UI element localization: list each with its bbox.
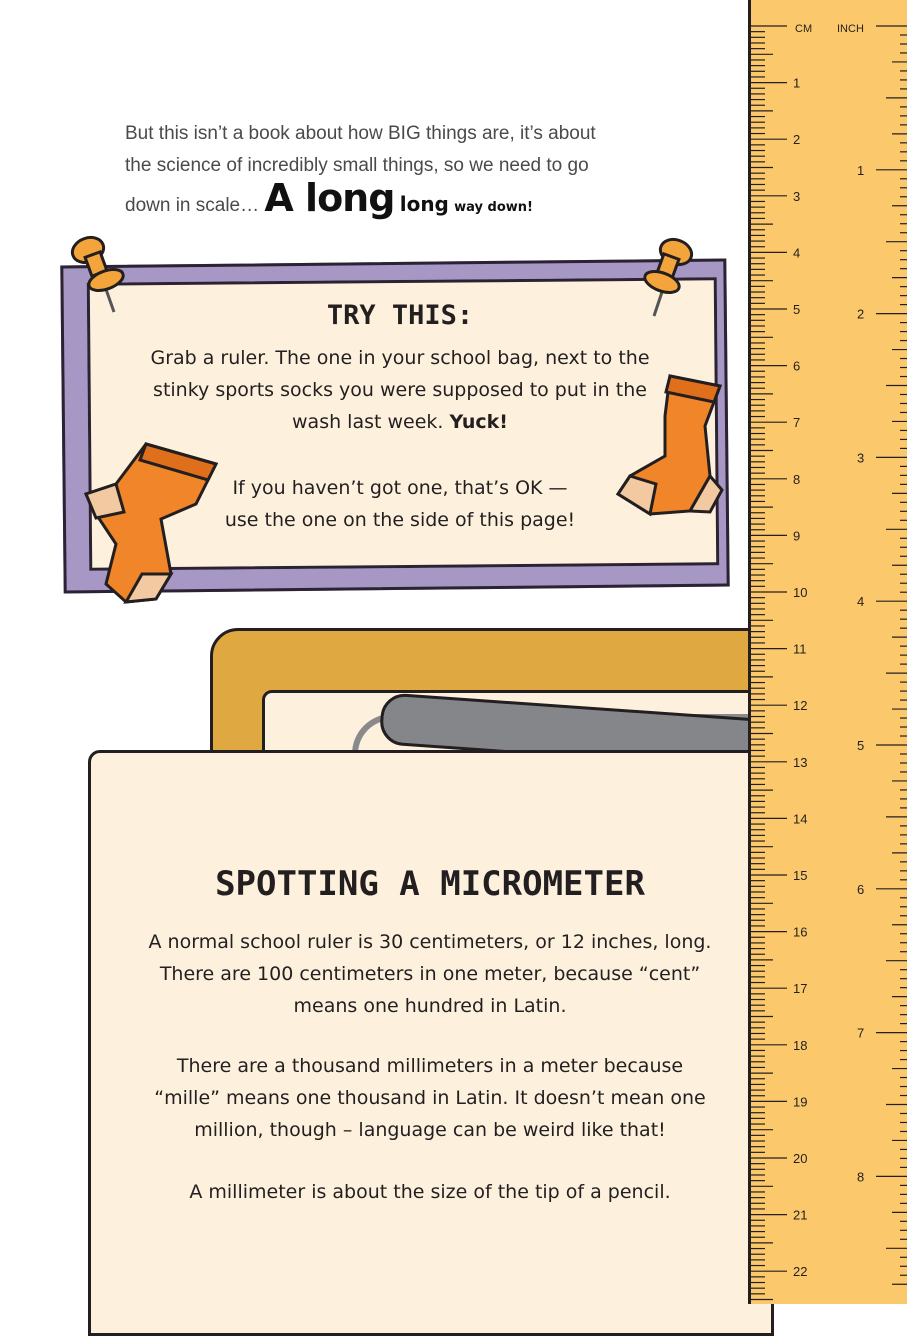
yuck-text: Yuck!	[449, 411, 508, 433]
try-this-line-2: stinky sports socks you were supposed to put in the	[153, 379, 647, 401]
ruler-inch-number: 3	[857, 450, 865, 466]
intro-line-1: But this isn’t a book about how BIG things are, it’s about	[125, 123, 596, 144]
ruler-inch-number: 2	[857, 306, 865, 322]
info-paper	[88, 750, 774, 1336]
ruler-inch-number: 4	[857, 594, 865, 610]
ruler-cm-number: 13	[793, 754, 808, 770]
ruler-cm-number: 5	[793, 302, 801, 317]
thumbtack-right-icon	[632, 230, 702, 320]
ruler-cm-number: 21	[793, 1207, 808, 1223]
try-this-line-4: If you haven’t got one, that’s OK —	[232, 477, 568, 499]
ruler-cm-number: 15	[793, 868, 808, 883]
try-this-title: TRY THIS:	[326, 300, 474, 331]
ruler-cm-number: 16	[793, 924, 808, 940]
try-this-line-5: use the one on the side of this page!	[224, 509, 576, 531]
intro-line-2: the science of incredibly small things, so we need to go	[125, 155, 589, 176]
ruler-cm-label: CM	[795, 23, 813, 35]
ruler-cm-number: 1	[793, 75, 801, 91]
ruler	[748, 0, 907, 1304]
try-this-line-1: Grab a ruler. The one in your school bag, next to the	[150, 347, 650, 369]
ruler-cm-number: 6	[793, 358, 801, 374]
ruler-cm-number: 11	[793, 641, 807, 657]
ruler-cm-number: 14	[793, 811, 808, 827]
ruler-cm-number: 8	[793, 471, 801, 487]
intro-big-text-1: A long	[264, 176, 395, 220]
spotting-p1-line-3: means one hundred in Latin.	[293, 995, 567, 1017]
ruler-cm-number: 3	[793, 188, 801, 204]
ruler-cm-number: 4	[793, 245, 801, 261]
ruler-cm-number: 10	[793, 585, 808, 600]
spotting-paragraph-1	[140, 926, 720, 1022]
sock-right-icon	[610, 366, 730, 520]
ruler-cm-number: 17	[793, 981, 808, 997]
ruler-inch-label: INCH	[837, 23, 864, 35]
ruler-inch-number: 6	[857, 881, 865, 897]
ruler-cm-number: 20	[793, 1151, 808, 1166]
ruler-scale	[751, 0, 907, 1304]
spotting-p2-line-3: million, though – language can be weird like that!	[194, 1119, 666, 1141]
ruler-cm-number: 7	[793, 415, 801, 431]
spotting-title: SPOTTING A MICROMETER	[215, 864, 645, 904]
ruler-inch-number: 8	[857, 1169, 865, 1185]
ruler-cm-number: 9	[793, 528, 801, 544]
thumbtack-left-icon	[66, 228, 136, 318]
ruler-cm-number: 19	[793, 1094, 808, 1110]
spotting-p1-line-2: There are 100 centimeters in one meter, because “cent”	[159, 963, 701, 985]
spotting-p2-line-1: There are a thousand millimeters in a meter because	[176, 1055, 684, 1077]
spotting-p1-line-1: A normal school ruler is 30 centimeters, or 12 inches, long.	[148, 931, 712, 953]
ruler-cm-number: 18	[793, 1037, 808, 1053]
ruler-inch-number: 5	[857, 738, 865, 753]
sock-left-icon	[76, 424, 226, 608]
spotting-p2-line-2: “mille” means one thousand in Latin. It doesn’t mean one	[154, 1087, 706, 1109]
ruler-cm-number: 12	[793, 698, 808, 714]
intro-big-text-3: way down!	[454, 200, 533, 215]
spotting-paragraph-2	[140, 1050, 720, 1146]
try-this-line-3: wash last week.	[292, 411, 444, 433]
ruler-inch-number: 7	[857, 1025, 865, 1041]
intro-big-text-2: long	[399, 192, 449, 216]
ruler-cm-number: 2	[793, 132, 801, 148]
intro-paragraph	[125, 118, 725, 224]
spotting-paragraph-3: A millimeter is about the size of the tip of a pencil.	[189, 1181, 671, 1203]
intro-line-3: down in scale…	[125, 195, 260, 216]
ruler-cm-number: 22	[793, 1264, 808, 1280]
ruler-inch-number: 1	[857, 162, 865, 178]
